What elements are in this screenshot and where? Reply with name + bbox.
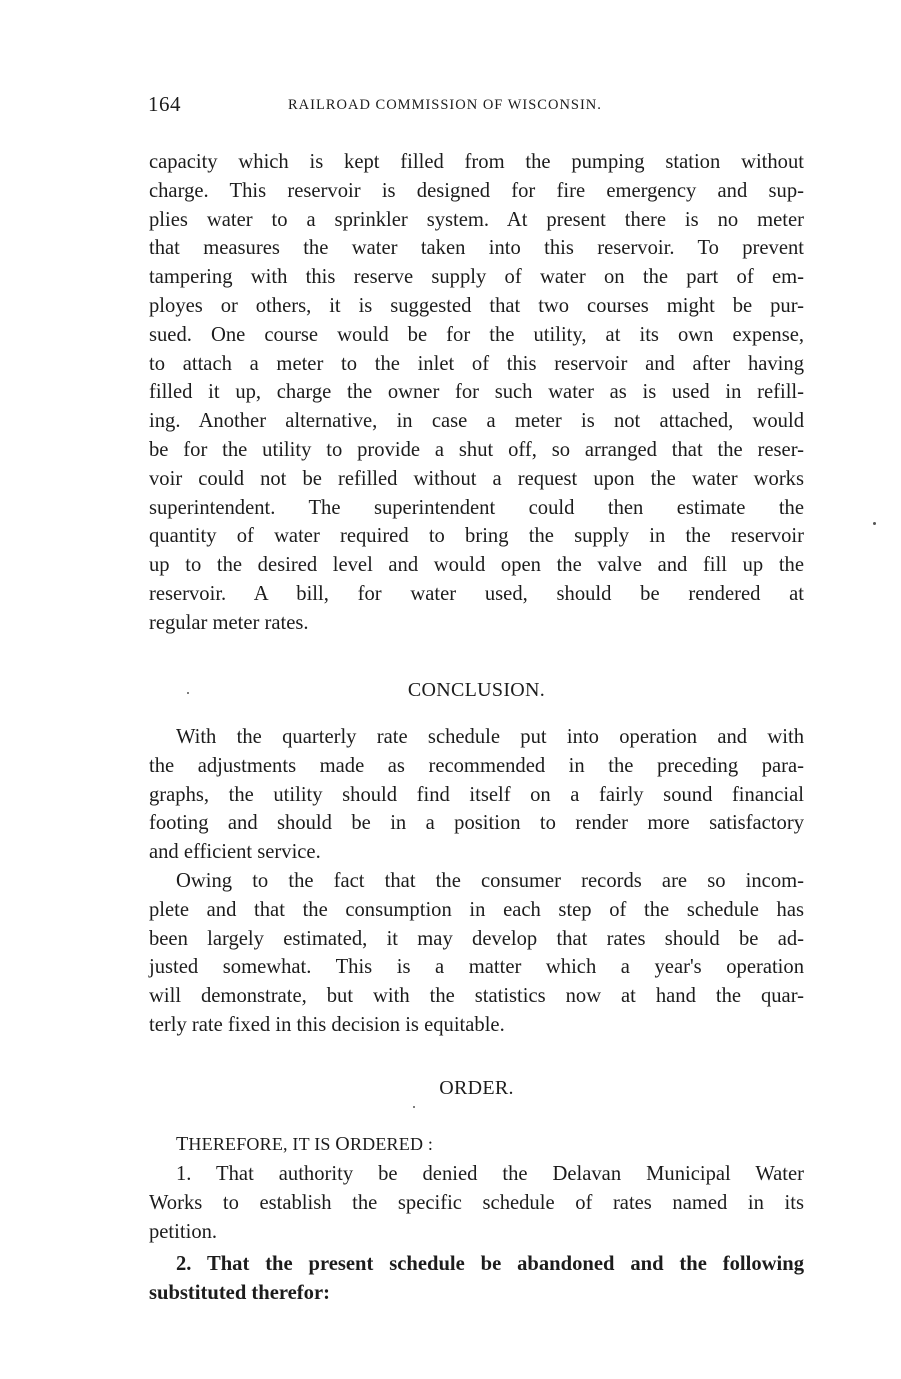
text-line: that measures the water taken into this reservoir. To prevent <box>149 237 804 260</box>
text-line: 2. That the present schedule be abandoned and the following <box>176 1253 804 1275</box>
text-line: ployes or others, it is suggested that two courses might be pur- <box>149 294 804 317</box>
ordered-rest: RDERED : <box>349 1134 434 1154</box>
therefore-cap: T <box>176 1133 189 1155</box>
text-line: up to the desired level and would open the valve and fill up the <box>149 554 804 577</box>
text-line: will demonstrate, but with the statistics now at hand the quar- <box>149 985 804 1008</box>
ink-speck <box>873 522 876 525</box>
text-line: petition. <box>149 1220 218 1243</box>
text-line: tampering with this reserve supply of water on the part of em- <box>149 266 804 289</box>
therefore-rest: HEREFORE, IT IS <box>188 1134 336 1154</box>
page-number: 164 <box>148 92 181 116</box>
text-line: plies water to a sprinkler system. At present there is no meter <box>149 208 804 231</box>
section-heading-order: ORDER. <box>439 1077 514 1099</box>
text-line: Works to establish the specific schedule of rates named in its <box>149 1191 804 1214</box>
text-line: charge. This reservoir is designed for fire emergency and sup- <box>149 179 804 202</box>
text-line: reservoir. A bill, for water used, should be rendered at <box>149 582 804 605</box>
text-line: Owing to the fact that the consumer records are so incom- <box>176 870 804 892</box>
section-heading-conclusion: CONCLUSION. <box>407 679 546 701</box>
paragraph-reservoir <box>149 148 804 638</box>
text-line: ing. Another alternative, in case a meter is not attached, would <box>149 410 804 433</box>
text-line: regular meter rates. <box>149 611 309 634</box>
text-line: justed somewhat. This is a matter which a year's operation <box>149 956 804 979</box>
text-line: With the quarterly rate schedule put into operation and with <box>176 726 804 748</box>
text-line: graphs, the utility should find itself on a fairly sound financial <box>149 783 804 806</box>
text-line: filled it up, charge the owner for such water as is used in refill- <box>149 381 804 404</box>
ordered-cap: O <box>335 1133 350 1155</box>
text-line: be for the utility to provide a shut off, so arranged that the reser- <box>149 438 804 461</box>
text-line: to attach a meter to the inlet of this reservoir and after having <box>149 352 804 375</box>
paragraph-conclusion-2 <box>149 867 804 1040</box>
order-item-2 <box>149 1250 804 1308</box>
text-line: terly rate fixed in this decision is equitable. <box>149 1013 505 1036</box>
ink-speck <box>187 692 189 694</box>
order-lead-line <box>149 1130 804 1159</box>
text-line: sued. One course would be for the utility, at its own expense, <box>149 323 804 346</box>
text-line: and efficient service. <box>149 841 321 864</box>
text-line: quantity of water required to bring the supply in the reservoir <box>149 525 804 548</box>
text-line: substituted therefor: <box>149 1281 330 1304</box>
text-line: plete and that the consumption in each step of the schedule has <box>149 898 804 921</box>
text-line: footing and should be in a position to render more satisfactory <box>149 812 804 835</box>
text-line: voir could not be refilled without a request upon the water works <box>149 467 804 490</box>
text-line: the adjustments made as recommended in the preceding para- <box>149 754 804 777</box>
order-lead <box>149 1130 804 1159</box>
ink-speck <box>413 1106 415 1108</box>
text-line: been largely estimated, it may develop that rates should be ad- <box>149 927 804 950</box>
order-item-1 <box>149 1160 804 1246</box>
text-line: 1. That authority be denied the Delavan Municipal Water <box>176 1163 804 1185</box>
text-line: superintendent. The superintendent could then estimate the <box>149 496 804 519</box>
page-header <box>148 92 808 122</box>
text-line: capacity which is kept filled from the pumping station without <box>149 151 804 173</box>
paragraph-conclusion-1 <box>149 723 804 867</box>
running-head: RAILROAD COMMISSION OF WISCONSIN. <box>288 97 602 113</box>
